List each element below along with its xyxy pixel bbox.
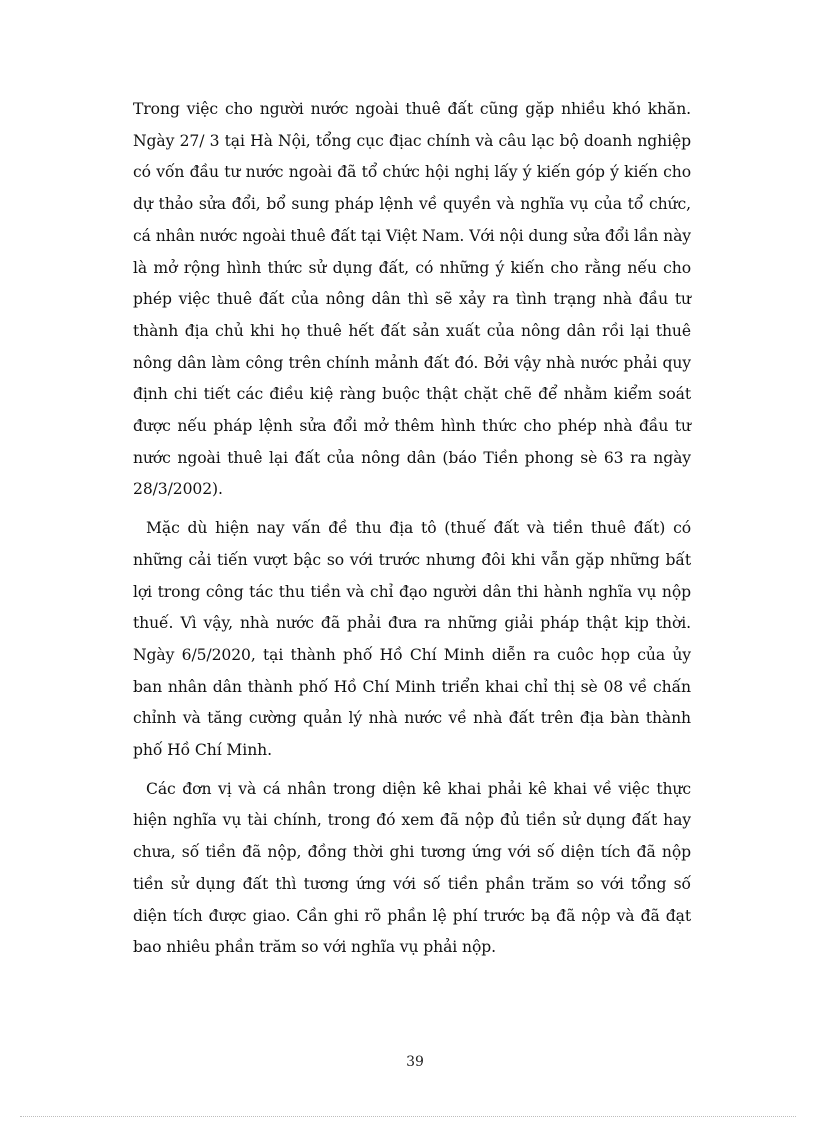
body-text (133, 94, 691, 971)
page-bottom-divider (20, 1116, 796, 1117)
paragraph-land-lease: Trong việc cho người nước ngoài thuê đất cũng gặp nhiều khó khăn. Ngày 27/ 3 tại Hà Nội, tổng cục địac chính và câu lạc bộ doanh nghiệp có vốn đầu tư nước ngoài đã tổ chức hội nghị lấy ý kiến góp ý kiến cho dự thảo sửa đổi, bổ sung pháp lệnh về quyền và nghĩa vụ của tổ chức, cá nhân nước ngoài thuê đất tại Việt Nam. Với nội dung sửa đổi lần này là mở rộng hình thức sử dụng đất, có những ý kiến cho rằng nếu cho phép việc thuê đất của nông dân thì sẽ xảy ra tình trạng nhà đầu tư thành địa chủ khi họ thuê hết đất sản xuất của nông dân rồi lại thuê nông dân làm công trên chính mảnh đất đó. Bởi vậy nhà nước phải quy định chi tiết các điều kiệ ràng buộc thật chặt chẽ để nhằm kiểm soát được nếu pháp lệnh sửa đổi mở thêm hình thức cho phép nhà đầu tư nước ngoài thuê lại đất của nông dân (báo Tiền phong sè 63 ra ngày 28/3/2002). (133, 100, 691, 499)
paragraph-declaration: Các đơn vị và cá nhân trong diện kê khai phải kê khai về việc thực hiện nghĩa vụ tài chính, trong đó xem đã nộp đủ tiền sử dụng đất hay chưa, số tiền đã nộp, đồng thời ghi tương ứng với số diện tích đã nộp tiền sử dụng đất thì tương ứng với số tiền phần trăm so với tổng số diện tích được giao. Cần ghi rõ phần lệ phí trước bạ đã nộp và đã đạt bao nhiêu phần trăm so với nghĩa vụ phải nộp. (133, 779, 691, 957)
paragraph-land-tax: Mặc dù hiện nay vấn đề thu địa tô (thuế đất và tiền thuê đất) có những cải tiến vượt bậc so với trước nhưng đôi khi vẫn gặp những bất lợi trong công tác thu tiền và chỉ đạo người dân thi hành nghĩa vụ nộp thuế. Vì vậy, nhà nước đã phải đưa ra những giải pháp thật kịp thời. Ngày 6/5/2020, tại thành phố Hồ Chí Minh diễn ra cuôc họp của ủy ban nhân dân thành phố Hồ Chí Minh triển khai chỉ thị sè 08 về chấn chỉnh và tăng cường quản lý nhà nước về nhà đất trên địa bàn thành phố Hồ Chí Minh. (133, 519, 691, 760)
page-number: 39 (406, 1054, 424, 1070)
